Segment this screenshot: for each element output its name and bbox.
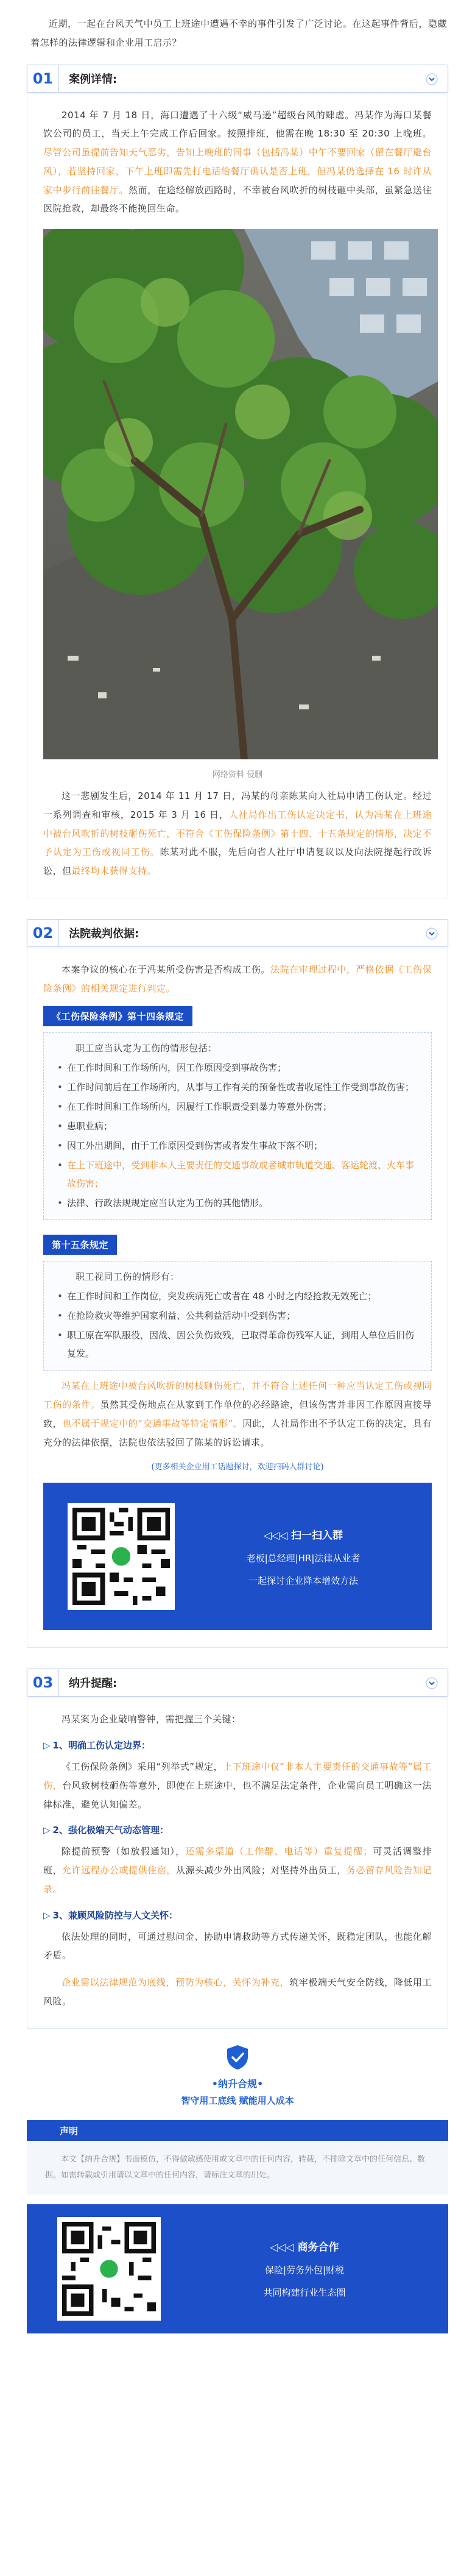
text-segment: 还需多渠道（工作群、电话等）重复提醒； [185,1846,373,1857]
point-1-paragraph [43,1758,432,1814]
point-3-paragraph: 依法处理的同时，可通过慰问金、协助申请救助等方式传递关怀，既稳定团队，也能化解矛盾。 [43,1931,432,1961]
list-item: • 在抢险救灾等维护国家利益、公共利益活动中受到伤害； [57,1307,421,1325]
brand-slogan: 智守用工底线 赋能用人成本 [181,2095,294,2106]
section-title: 案例详情: [69,73,118,86]
group-invite-note: (更多相关企业用工话题探讨，欢迎扫码入群讨论) [151,1463,324,1472]
article-15-box [43,1261,432,1371]
brand-name: •纳升合规• [211,2077,264,2090]
storm-fallen-tree-photo [43,229,438,759]
case-paragraph-1 [43,106,432,219]
point-2-text: 2、强化极端天气动态管理： [52,1825,169,1836]
text-segment: 这一悲剧发生后，2014 年 11 月 17 日，冯某的母亲陈某向人社局申请工伤认定。经过一系列调查和审核，2015 年 3 月 16 日， [43,790,432,820]
section-1-header [27,65,448,93]
article-15-list [57,1287,421,1363]
text-segment: 务必留存风险告知记录。 [43,1865,432,1895]
section-2-body [27,947,448,1648]
article-14-box [43,1032,432,1220]
text-segment: 陈某对此不服，先后向省人社厅申请复议以及向法院提起行政诉讼，但 [43,846,432,876]
chevron-badge-icon [426,928,438,940]
text-segment: 从源头减少外出风险；对坚持外出员工， [175,1865,347,1876]
list-item: • 患职业病； [57,1117,421,1135]
text-segment: 允许远程办公或提供住宿， [62,1865,176,1876]
ruling-paragraph-2 [43,1377,432,1452]
section-title: 纳升提醒: [69,1677,118,1691]
declaration-text: 本文【纳升合规】书面模仿，不得做敏感使用或文章中的任何内容，转载，不排除文章中的任何信息、数据。如需转载或引用请以文章中的任何内容，请标注文章的出处。 [27,2141,448,2195]
section-title: 法院裁判依据: [69,927,139,940]
text-segment: 可灵活调整排班， [43,1846,432,1876]
declaration-header [27,2120,448,2141]
text-segment: 本案争议的核心在于冯某所受伤害是否构成工伤。 [62,963,271,975]
point-1-heading [43,1737,432,1754]
text-segment: 企业需以法律规范为底线，预防为核心，关怀为补充， [62,1977,290,1988]
section-3-header [27,1669,448,1697]
join-group-banner [43,1483,432,1630]
cooperation-qr-code[interactable] [57,2217,161,2321]
section-number: 02 [27,919,59,947]
photo-caption: 网络资料 侵删 [212,770,263,779]
list-item: • 在工作时间和工作场所内，因工作原因受到事故伤害； [57,1059,421,1077]
tree-scene-illustration [43,229,438,759]
reminder-intro: 冯某案为企业敲响警钟，需把握三个关键： [62,1714,241,1725]
list-item: • 法律、行政法规规定应当认定为工伤的其他情形。 [57,1194,421,1212]
text-segment: 然而，在途经解放西路时，不幸被台风吹折的树枝砸中头部，虽紧急送往医院抢救，却最终不能挽回生命。 [43,184,432,215]
shield-check-icon [226,2045,249,2070]
section-3-body [27,1697,448,2028]
text-segment: 台风致树枝砸伤等意外，即使在上班途中，也不满足法定条件，企业需向员工明确这一法律标准，避免认知偏差。 [43,1779,432,1810]
text-segment: 筑牢极端天气安全防线，降低用工风险。 [43,1977,432,2007]
text-segment: 尽管公司虽提前告知天气恶劣，告知上晚班的同事（包括冯某）中午不要回家（留在餐厅避台风），若坚持回家，下午上班即需先打电话给餐厅确认是否上班，但冯某仍选择在 16 时许从家中步行前往餐厅。 [43,147,432,196]
text-segment: 因此，人社局作出不予认定工伤的决定，具有充分的法律依据，法院也依法驳回了陈某的诉讼请求。 [43,1418,432,1448]
text-segment: 2014 年 7 月 18 日，海口遭遇了十六级“威马逊”超级台风的肆虐。冯某作为海口某餐饮公司的员工，当天上午完成工作后回家。按照排班，他需在晚 18:30 至 20:30 上晚班。 [43,109,432,140]
qr-code-icon [62,2222,156,2316]
banner-line-1: ◁◁◁ 扫一扫入群 [263,1529,343,1542]
article-15-tag: 第十五条规定 [43,1235,117,1255]
text-segment: 近期，一起在台风天气中员工上班途中遭遇不幸的事件引发了广泛讨论。在这起事件背后，隐藏着怎样的法律逻辑和企业用工启示？ [30,18,447,48]
cooperation-text [161,2238,448,2299]
article-14-list [57,1059,421,1212]
business-cooperation-banner [27,2204,448,2333]
section-1-body [27,93,448,898]
text-segment: 人社局作出工伤认定决定书，认为冯某在上班途中被台风吹折的树枝砸伤死亡，不符合《工伤保险条例》第十四、十五条规定的情形，决定不予认定为工伤或视同工伤。 [43,809,432,858]
arrow-icon: ▷ [43,1909,51,1921]
closing-paragraph [43,1973,432,2011]
qr-code-icon [72,1508,170,1605]
point-2-heading [43,1822,432,1839]
intro-paragraph [30,15,447,52]
list-item: • 因工外出期间，由于工作原因受到伤害或者发生事故下落不明； [57,1137,421,1155]
point-3-heading [43,1907,432,1924]
ruling-paragraph-1 [43,960,432,998]
cooperation-line-1: ◁◁◁ 商务合作 [270,2241,339,2254]
section-number: 01 [27,65,59,93]
arrow-icon: ▷ [43,1825,51,1836]
text-segment: 上下班途中仅“非本人主要责任的交通事故等”属工伤， [43,1761,432,1791]
section-number: 03 [27,1669,59,1697]
banner-line-3: 一起探讨企业降本增效方法 [248,1575,358,1586]
list-item: • 工作时间前后在工作场所内，从事与工作有关的预备性或者收尾性工作受到事故伤害； [57,1078,421,1096]
chevron-badge-icon [426,73,438,85]
list-item: • 在工作时间和工作岗位，突发疾病死亡或者在 48 小时之内经抢救无效死亡； [57,1287,421,1305]
list-item: • 在上下班途中，受到非本人主要责任的交通事故或者城市轨道交通、客运轮渡、火车事故伤害； [57,1156,421,1193]
point-2-paragraph [43,1842,432,1898]
list-item: • 在工作时间和工作场所内，因履行工作职责受到暴力等意外伤害； [57,1098,421,1116]
text-segment: 《工伤保险条例》采用“列举式”规定， [62,1761,223,1772]
chevron-badge-icon [426,1677,438,1689]
banner-line-2: 老板|总经理|HR|法律从业者 [246,1552,361,1564]
declaration-title: 声明 [60,2125,79,2137]
cooperation-line-2: 保险|劳务外包|财税 [264,2265,345,2276]
text-segment: 冯某在上班途中被台风吹折的树枝砸伤死亡，并不符合上述任何一种应当认定工伤或视同工伤的条件。 [43,1380,432,1410]
article-14-tag: 《工伤保险条例》第十四条规定 [43,1006,192,1026]
group-qr-code[interactable] [68,1503,175,1610]
text-segment: 也不属于规定中的“交通事故等特定情形”。 [62,1418,243,1429]
text-segment: 最终均未获得支持。 [71,865,157,876]
arrow-icon: ▷ [43,1740,51,1751]
case-paragraph-2 [43,787,432,881]
point-1-text: 1、明确工伤认定边界： [52,1740,150,1751]
text-segment: 法院在审理过程中，严格依据《工伤保险条例》的相关规定进行判定。 [43,963,432,994]
text-segment: 除提前预警（如放假通知）， [62,1846,186,1857]
brand-footer [0,2045,475,2107]
article-15-lead: 职工视同工伤的情形有： [76,1271,180,1283]
cooperation-line-3: 共同构建行业生态圈 [263,2287,346,2298]
section-2-header [27,919,448,947]
point-3-text: 3、兼顾风险防控与人文关怀： [52,1909,178,1921]
banner-text [175,1527,432,1587]
text-segment: 虽然其受伤地点在从家到工作单位的必经路途，但该伤害并非因工作原因直接导致， [43,1399,432,1429]
list-item: • 职工原在军队服役，因战、因公负伤致残，已取得革命伤残军人证，到用人单位后旧伤复发。 [57,1326,421,1363]
intro-section [0,0,475,65]
article-14-lead: 职工应当认定为工伤的情形包括： [76,1043,217,1054]
